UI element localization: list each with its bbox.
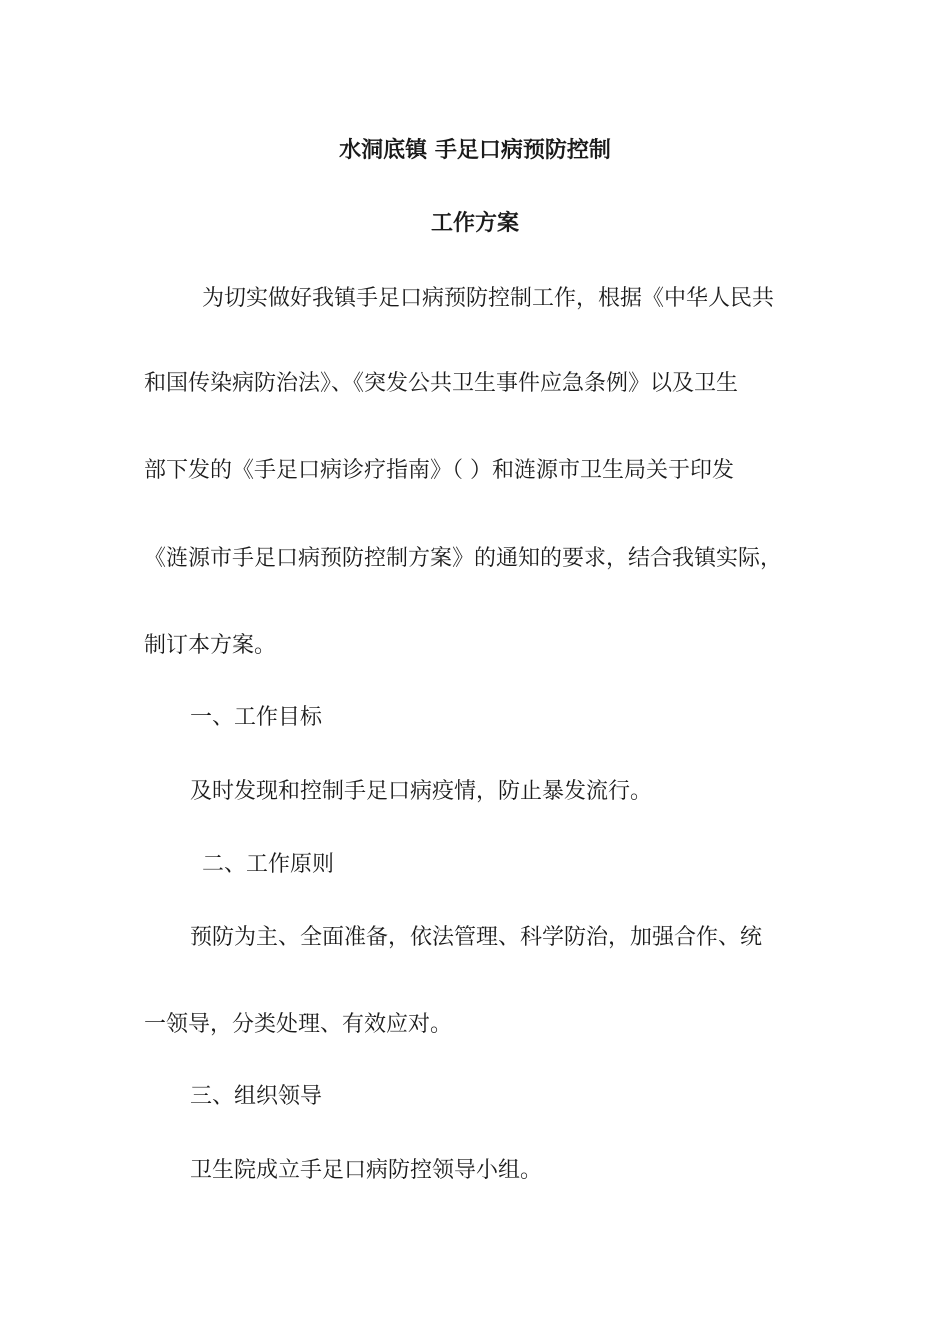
section-text-principles-line-2: 一领导，分类处理、有效应对。 — [144, 1012, 453, 1037]
intro-line-5: 制订本方案。 — [144, 633, 277, 658]
intro-line-4: 《涟源市手足口病预防控制方案》的通知的要求，结合我镇实际， — [144, 546, 783, 571]
intro-line-3: 部下发的《手足口病诊疗指南》（ ）和涟源市卫生局关于印发 — [144, 458, 734, 483]
section-text-principles-line-1: 预防为主、全面准备，依法管理、科学防治，加强合作、统 — [190, 925, 763, 950]
section-text-goals: 及时发现和控制手足口病疫情，防止暴发流行。 — [190, 779, 653, 804]
section-heading-leadership: 三、组织领导 — [190, 1084, 323, 1109]
document-subtitle: 工作方案 — [430, 211, 519, 236]
section-text-leadership: 卫生院成立手足口病防控领导小组。 — [190, 1158, 543, 1183]
intro-line-2: 和国传染病防治法》、《突发公共卫生事件应急条例》以及卫生 — [144, 371, 739, 396]
intro-line-1: 为切实做好我镇手足口病预防控制工作，根据《中华人民共 — [202, 286, 775, 311]
section-heading-goals: 一、工作目标 — [190, 705, 323, 730]
section-heading-principles: 二、工作原则 — [202, 852, 335, 877]
document-title: 水洞底镇 手足口病预防控制 — [339, 138, 611, 163]
